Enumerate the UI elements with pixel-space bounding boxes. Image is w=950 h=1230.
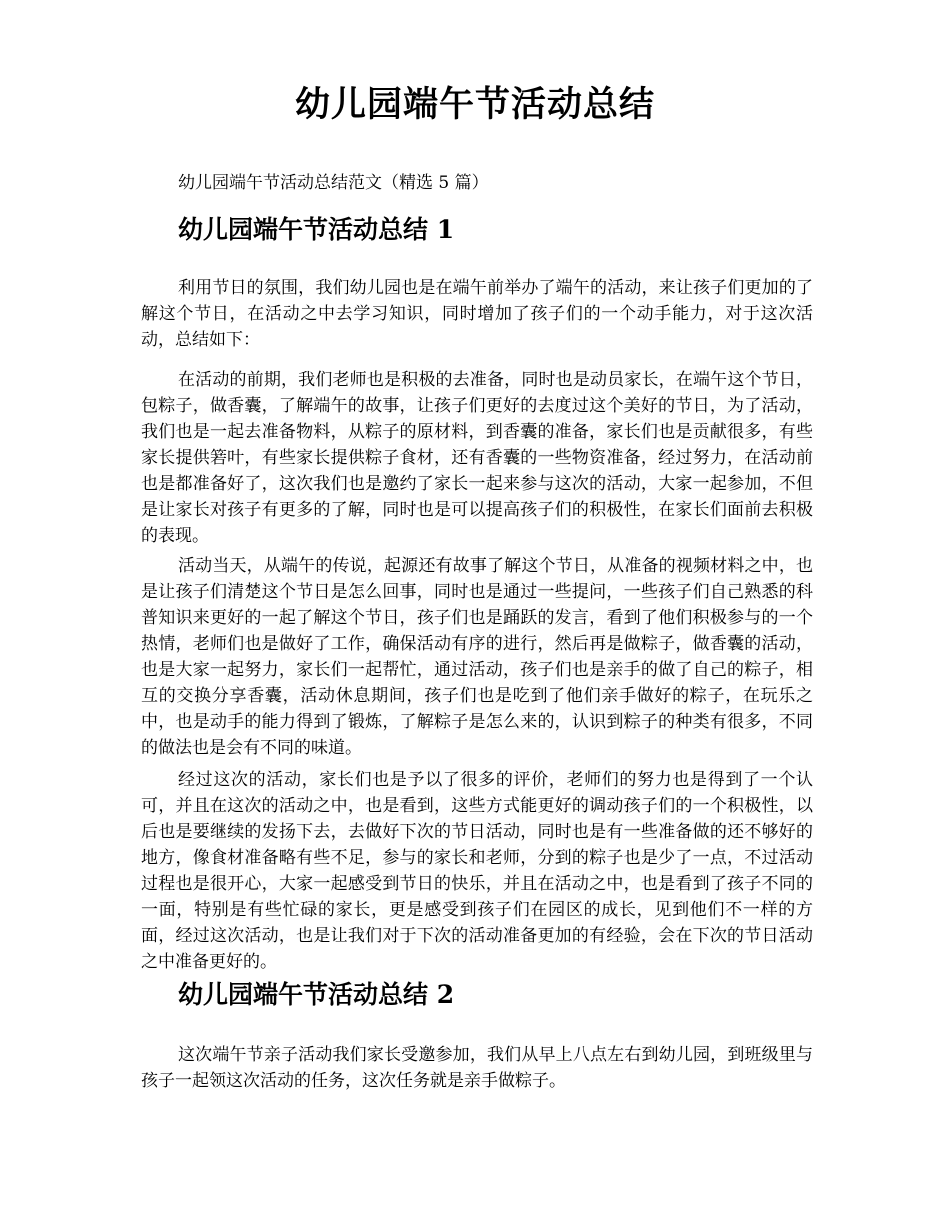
section-1-paragraph-2: 在活动的前期，我们老师也是积极的去准备，同时也是动员家长，在端午这个节日，包粽子，做香囊，了解端午的故事，让孩子们更好的去度过这个美好的节日，为了活动，我们也是一起去准备物料，从粽子的原材料，到香囊的准备，家长们也是贡献很多，有些家长提供箬叶，有些家长提供粽子食材，还有香囊的一些物资准备，经过努力，在活动前也是都准备好了，这次我们也是邀约了家长一起来参与这次的活动，大家一起参加，不但是让家长对孩子有更多的了解，同时也是可以提高孩子们的积极性，在家长们面前去积极的表现。	[141, 370, 813, 546]
document-title: 幼儿园端午节活动总结	[294, 84, 655, 125]
section-heading-1: 幼儿园端午节活动总结 1	[178, 215, 455, 244]
section-1-paragraph-1: 利用节日的氛围，我们幼儿园也是在端午前举办了端午的活动，来让孩子们更加的了解这个节日，在活动之中去学习知识，同时增加了孩子们的一个动手能力，对于这次活动，总结如下：	[141, 278, 813, 350]
section-2-paragraph-1: 这次端午节亲子活动我们家长受邀参加，我们从早上八点左右到幼儿园，到班级里与孩子一起领这次活动的任务，这次任务就是亲手做粽子。	[141, 1045, 813, 1091]
section-1-paragraph-4: 经过这次的活动，家长们也是予以了很多的评价，老师们的努力也是得到了一个认可，并且在这次的活动之中，也是看到，这些方式能更好的调动孩子们的一个积极性，以后也是要继续的发扬下去，去做好下次的节日活动，同时也是有一些准备做的还不够好的地方，像食材准备略有些不足，参与的家长和老师，分到的粽子也是少了一点，不过活动过程也是很开心，大家一起感受到节日的快乐，并且在活动之中，也是看到了孩子不同的一面，特别是有些忙碌的家长，更是感受到孩子们在园区的成长，见到他们不一样的方面，经过这次活动，也是让我们对于下次的活动准备更加的有经验，会在下次的节日活动之中准备更好的。	[141, 770, 813, 972]
document-subtitle: 幼儿园端午节活动总结范文（精选 5 篇）	[178, 173, 489, 193]
section-heading-2: 幼儿园端午节活动总结 2	[178, 980, 455, 1009]
section-1-paragraph-3: 活动当天，从端午的传说，起源还有故事了解这个节日，从准备的视频材料之中，也是让孩子们清楚这个节日是怎么回事，同时也是通过一些提问，一些孩子们自己熟悉的科普知识来更好的一起了解这个节日，孩子们也是踊跃的发言，看到了他们积极参与的一个热情，老师们也是做好了工作，确保活动有序的进行，然后再是做粽子，做香囊的活动，也是大家一起努力，家长们一起帮忙，通过活动，孩子们也是亲手的做了自己的粽子，相互的交换分享香囊，活动休息期间，孩子们也是吃到了他们亲手做好的粽子，在玩乐之中，也是动手的能力得到了锻炼，了解粽子是怎么来的，认识到粽子的种类有很多，不同的做法也是会有不同的味道。	[141, 556, 813, 758]
